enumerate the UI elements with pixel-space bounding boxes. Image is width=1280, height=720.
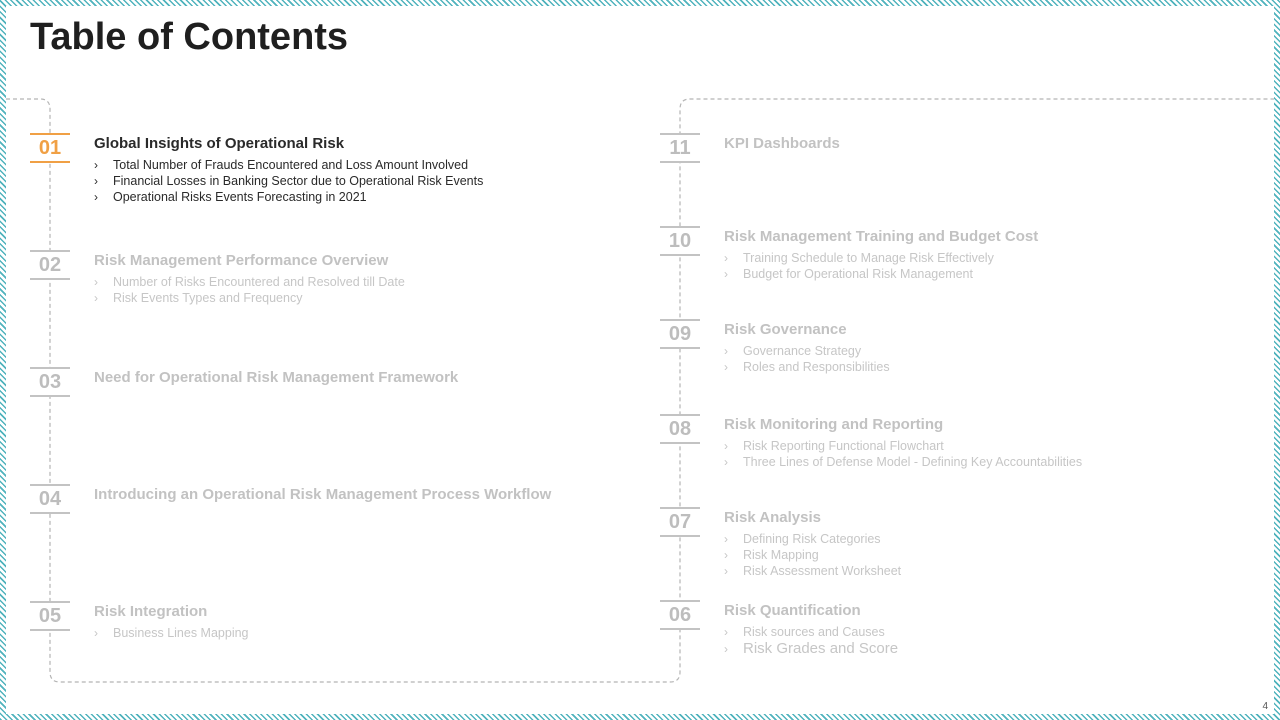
subitem-label: Training Schedule to Manage Risk Effectively [743, 251, 994, 265]
subitem-label: Risk Mapping [743, 548, 819, 562]
subitem[interactable] [724, 531, 901, 547]
chevron-right-icon: › [94, 190, 98, 204]
chevron-right-icon: › [724, 564, 728, 578]
section-number-02: 02 [30, 250, 70, 280]
chevron-right-icon: › [724, 344, 728, 358]
subitem[interactable] [724, 454, 1082, 470]
chevron-right-icon: › [724, 439, 728, 453]
chevron-right-icon: › [724, 532, 728, 546]
section-number-05: 05 [30, 601, 70, 631]
section-heading-need-for-operational-risk-management-framework[interactable]: Need for Operational Risk Management Framework [94, 369, 459, 386]
subitem-label: Operational Risks Events Forecasting in 2021 [113, 190, 367, 204]
section-number-04: 04 [30, 484, 70, 514]
section-number-08: 08 [660, 414, 700, 444]
section-subitems [724, 343, 890, 375]
section-heading-risk-analysis[interactable]: Risk Analysis [724, 509, 821, 526]
section-heading-risk-governance[interactable]: Risk Governance [724, 321, 847, 338]
section-heading-introducing-an-operational-risk-management-process-workflow[interactable]: Introducing an Operational Risk Management Process Workflow [94, 486, 552, 503]
subitem-label: Business Lines Mapping [113, 626, 249, 640]
section-number-11: 11 [660, 133, 700, 163]
subitem[interactable] [94, 173, 483, 189]
section-number-10: 10 [660, 226, 700, 256]
subitem-label: Governance Strategy [743, 344, 862, 358]
section-subitems [94, 157, 483, 205]
subitem[interactable] [724, 640, 898, 658]
chevron-right-icon: › [724, 548, 728, 562]
section-number-07: 07 [660, 507, 700, 537]
subitem[interactable] [94, 157, 483, 173]
subitem[interactable] [94, 625, 249, 641]
subitem[interactable] [94, 290, 405, 306]
chevron-right-icon: › [724, 267, 728, 281]
chevron-right-icon: › [94, 158, 98, 172]
subitem-label: Risk Grades and Score [743, 640, 899, 657]
section-subitems [94, 625, 249, 641]
section-subitems [724, 624, 898, 658]
section-heading-risk-monitoring-and-reporting[interactable]: Risk Monitoring and Reporting [724, 416, 944, 433]
subitem-label: Defining Risk Categories [743, 532, 881, 546]
subitem-label: Risk Assessment Worksheet [743, 564, 902, 578]
subitem[interactable] [724, 438, 1082, 454]
section-subitems [94, 274, 405, 306]
chevron-right-icon: › [724, 625, 728, 639]
subitem[interactable] [724, 547, 901, 563]
subitem-label: Financial Losses in Banking Sector due to Operational Risk Events [113, 174, 484, 188]
section-number-03: 03 [30, 367, 70, 397]
section-subitems [724, 438, 1082, 470]
chevron-right-icon: › [724, 360, 728, 374]
subitem-label: Budget for Operational Risk Management [743, 267, 973, 281]
chevron-right-icon: › [724, 455, 728, 469]
subitem[interactable] [724, 624, 898, 640]
subitem-label: Roles and Responsibilities [743, 360, 890, 374]
page-title: Table of Contents [30, 16, 349, 58]
subitem-label: Number of Risks Encountered and Resolved till Date [113, 275, 405, 289]
subitem[interactable] [724, 563, 901, 579]
subitem-label: Risk Reporting Functional Flowchart [743, 439, 944, 453]
chevron-right-icon: › [94, 291, 98, 305]
section-heading-kpi-dashboards[interactable]: KPI Dashboards [724, 135, 840, 152]
section-number-01: 01 [30, 133, 70, 163]
section-number-06: 06 [660, 600, 700, 630]
subitem-label: Risk Events Types and Frequency [113, 291, 303, 305]
subitem-label: Risk sources and Causes [743, 625, 885, 639]
chevron-right-icon: › [94, 275, 98, 289]
chevron-right-icon: › [724, 642, 728, 656]
section-subitems [724, 531, 901, 579]
chevron-right-icon: › [724, 251, 728, 265]
chevron-right-icon: › [94, 174, 98, 188]
subitem[interactable] [724, 359, 890, 375]
subitem[interactable] [94, 274, 405, 290]
subitem[interactable] [724, 250, 994, 266]
section-heading-risk-quantification[interactable]: Risk Quantification [724, 602, 861, 619]
subitem[interactable] [724, 343, 890, 359]
section-heading-risk-management-training-and-budget-cost[interactable]: Risk Management Training and Budget Cost [724, 228, 1039, 245]
subitem[interactable] [724, 266, 994, 282]
subitem[interactable] [94, 189, 483, 205]
subitem-label: Total Number of Frauds Encountered and Loss Amount Involved [113, 158, 469, 172]
section-heading-global-insights-of-operational-risk[interactable]: Global Insights of Operational Risk [94, 135, 345, 152]
section-heading-risk-integration[interactable]: Risk Integration [94, 603, 208, 620]
section-number-09: 09 [660, 319, 700, 349]
subitem-label: Three Lines of Defense Model - Defining Key Accountabilities [743, 455, 1083, 469]
page-number: 4 [1262, 701, 1268, 712]
slide [6, 6, 1274, 714]
section-heading-risk-management-performance-overview[interactable]: Risk Management Performance Overview [94, 252, 389, 269]
chevron-right-icon: › [94, 626, 98, 640]
section-subitems [724, 250, 994, 282]
